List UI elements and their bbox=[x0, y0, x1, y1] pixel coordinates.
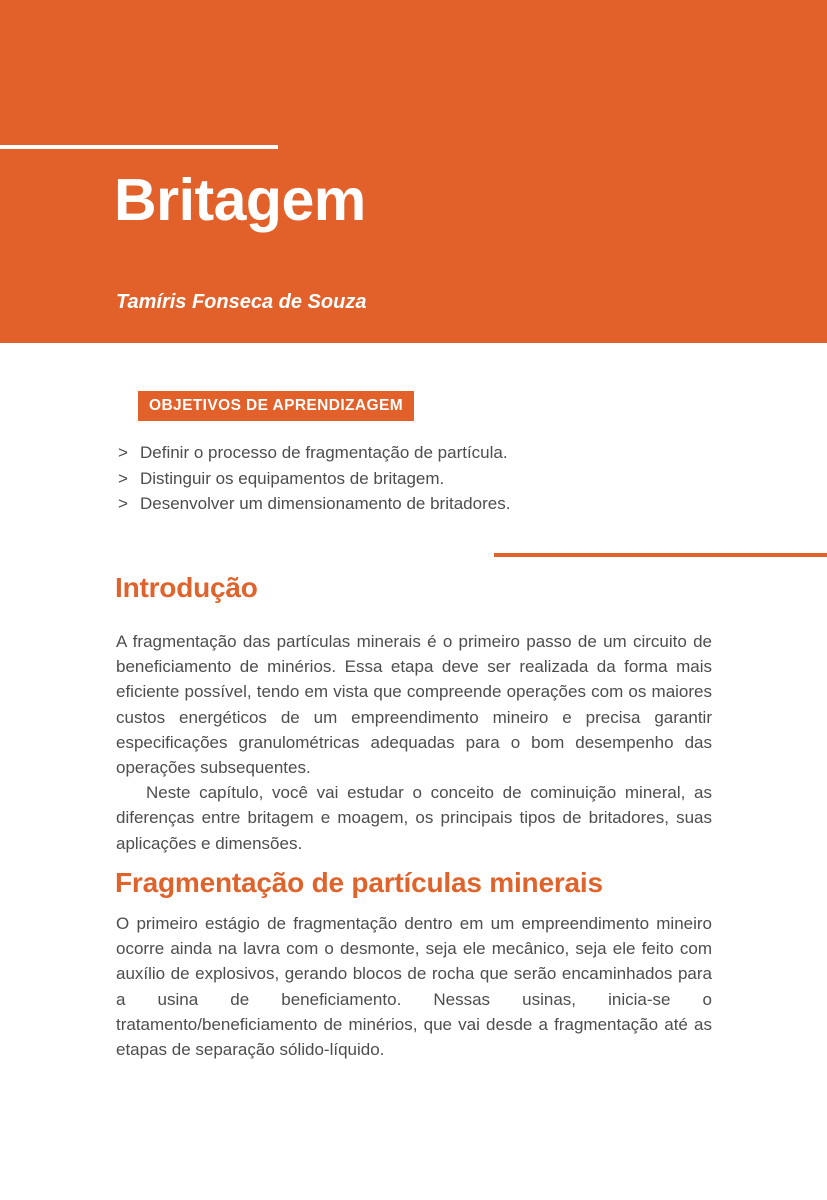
objective-text: Desenvolver um dimensionamento de britadores. bbox=[140, 494, 511, 513]
learning-objectives-badge: OBJETIVOS DE APRENDIZAGEM bbox=[138, 391, 414, 421]
header-accent-line bbox=[0, 145, 278, 149]
bullet-marker: > bbox=[118, 443, 128, 462]
list-item bbox=[118, 466, 718, 492]
objective-text: Definir o processo de fragmentação de partícula. bbox=[140, 443, 508, 462]
chapter-title: Britagem bbox=[114, 167, 366, 233]
section-body-fragmentacao bbox=[116, 911, 712, 1062]
section-heading-fragmentacao: Fragmentação de partículas minerais bbox=[115, 867, 603, 898]
list-item bbox=[118, 440, 718, 466]
section-body-introducao bbox=[116, 629, 712, 856]
body-paragraph: O primeiro estágio de fragmentação dentro em um empreendimento mineiro ocorre ainda na lavra com o desmonte, seja ele mecânico, seja ele feito com auxílio de explosivos, gerando blocos de rocha que serão encaminhados para a usina de beneficiamento. Nessas usinas, inicia-se o tratamento/beneficiamento de minérios, que vai desde a fragmentação até as etapas de separação sólido-líquido. bbox=[116, 914, 712, 1060]
chapter-header bbox=[0, 0, 827, 343]
list-item bbox=[118, 491, 718, 517]
body-paragraph: A fragmentação das partículas minerais é o primeiro passo de um circuito de beneficiamento de minérios. Essa etapa deve ser realizada da forma mais eficiente possível, tendo em vista que compreende operações com os maiores custos energéticos de um empreendimento mineiro e precisa garantir especificações granulométricas adequadas para o bom desempenho das operações subsequentes. bbox=[116, 632, 712, 778]
section-divider-line bbox=[494, 553, 827, 557]
objective-text: Distinguir os equipamentos de britagem. bbox=[140, 468, 445, 488]
body-paragraph: Neste capítulo, você vai estudar o conceito de cominuição mineral, as diferenças entre britagem e moagem, os principais tipos de britadores, suas aplicações e dimensões. bbox=[116, 783, 712, 853]
objectives-list bbox=[118, 440, 718, 517]
chapter-author: Tamíris Fonseca de Souza bbox=[116, 291, 367, 313]
section-heading-introducao: Introdução bbox=[115, 572, 258, 603]
bullet-marker: > bbox=[118, 468, 128, 488]
bullet-marker: > bbox=[118, 494, 128, 513]
